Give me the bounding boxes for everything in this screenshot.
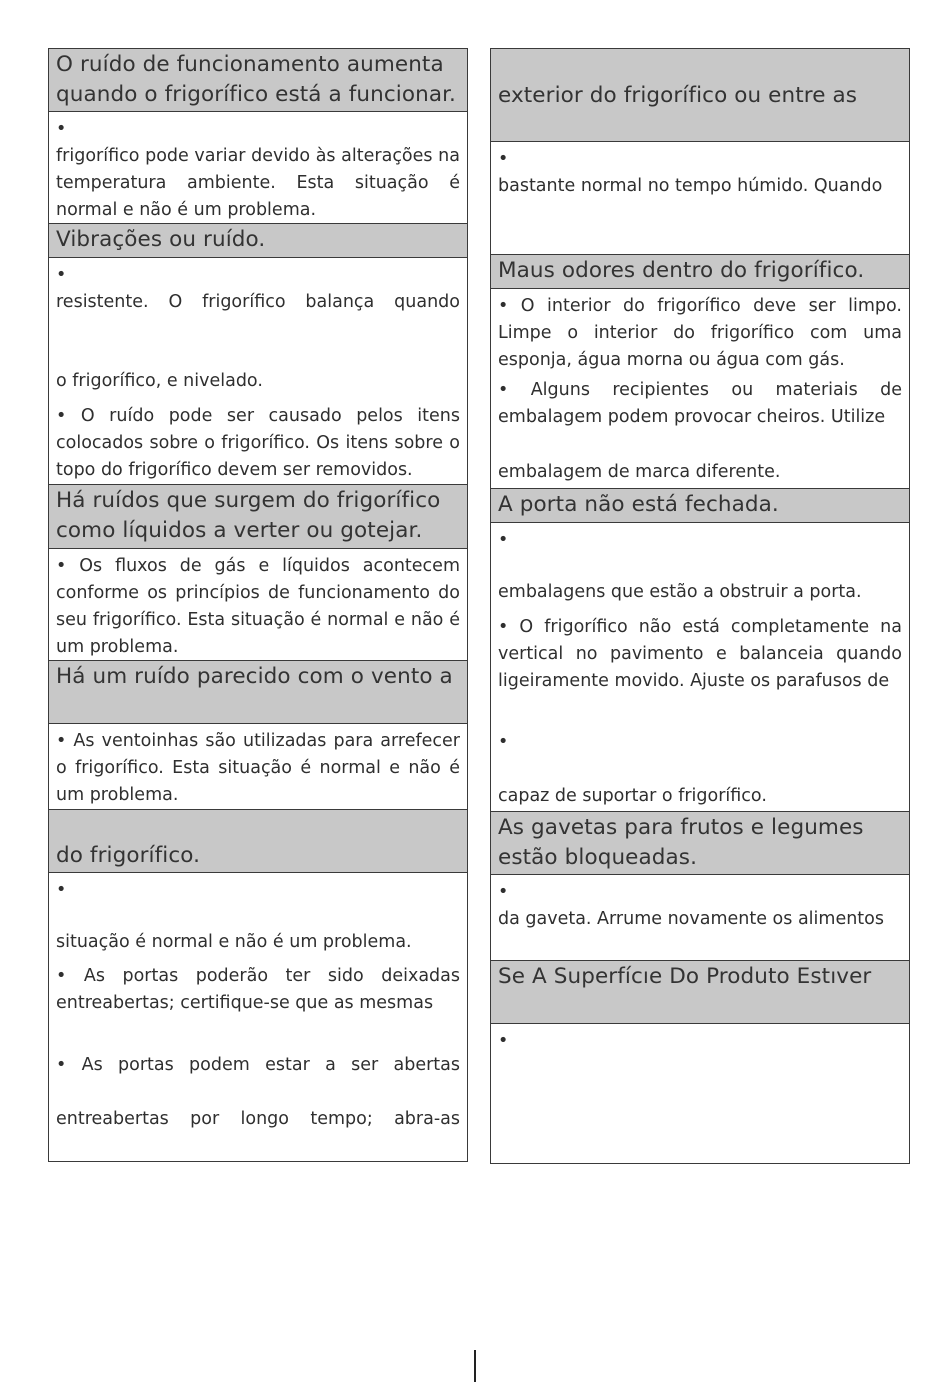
heading-door-not-closed (491, 489, 909, 523)
answer-text: bastante normal no tempo húmido. Quando (498, 176, 883, 196)
heading-line: Há um ruído parecido com o vento a (56, 664, 453, 689)
answer-wind-noise (49, 724, 467, 810)
answer-text: frigorífico pode variar devido às alterações na temperatura ambiente. Esta situação é normal e não é um problema. (56, 146, 460, 220)
answer-condensation-inside (49, 873, 467, 1162)
answer-condensation-outside (491, 142, 909, 255)
bullet: • (498, 732, 509, 752)
answer-text: o frigorífico, e nivelado. (56, 371, 263, 391)
bullet: • (498, 1031, 509, 1051)
heading-condensation-inside (49, 810, 467, 873)
answer-text: embalagens que estão a obstruir a porta. (498, 582, 862, 602)
heading-line: quando o frigorífico está a funcionar. (56, 82, 456, 107)
answer-text: • O ruído pode ser causado pelos itens colocados sobre o frigorífico. Os itens sobre o topo do frigorífico devem ser removidos. (56, 406, 460, 480)
answer-text: • Alguns recipientes ou materiais de embalagem podem provocar cheiros. Utilize (498, 380, 902, 427)
bullet: • (56, 880, 67, 900)
heading-line: Há ruídos que surgem do frigorífico (56, 488, 441, 513)
heading-crisper-drawers-stuck (491, 812, 909, 875)
heading-noise-increases (49, 49, 467, 112)
right-troubleshooting-column (490, 48, 910, 1164)
bullet: • (56, 265, 67, 285)
heading-line: Se A Superfícıe Do Produto Estıver (498, 964, 872, 989)
answer-door-not-closed (491, 523, 909, 812)
answer-noise-increases (49, 112, 467, 224)
heading-line: O ruído de funcionamento aumenta (56, 52, 444, 77)
heading-line: estão bloqueadas. (498, 845, 698, 870)
heading-line: Vibrações ou ruído. (56, 227, 266, 252)
heading-line: exterior do frigorífico ou entre as (498, 83, 858, 108)
answer-text: • As portas podem estar a ser abertas (56, 1055, 460, 1075)
bullet: • (498, 882, 509, 902)
heading-line: do frigorífico. (56, 843, 201, 868)
heading-line: A porta não está fechada. (498, 492, 779, 517)
answer-text: • Os fluxos de gás e líquidos acontecem conforme os princípios de funcionamento do seu frigorífico. Esta situação é normal e não é um problema. (56, 556, 460, 657)
heading-line: Maus odores dentro do frigorífico. (498, 258, 865, 283)
answer-text: • O frigorífico não está completamente na vertical no pavimento e balanceia quando ligeiramente movido. Ajuste os parafusos de (498, 617, 902, 691)
heading-condensation-outside (491, 49, 909, 142)
answer-text: capaz de suportar o frigorífico. (498, 786, 767, 806)
answer-vibrations (49, 258, 467, 485)
heading-product-surface (491, 961, 909, 1024)
bullet: • (498, 530, 509, 550)
answer-text: • O interior do frigorífico deve ser limpo. Limpe o interior do frigorífico com uma esponja, água morna ou água com gás. (498, 296, 902, 370)
answer-product-surface (491, 1024, 909, 1164)
bullet: • (56, 119, 67, 139)
answer-bad-odors (491, 289, 909, 489)
page-divider-mark (474, 1350, 476, 1382)
answer-crisper-drawers-stuck (491, 875, 909, 961)
answer-text: • As portas poderão ter sido deixadas entreabertas; certifique-se que as mesmas (56, 966, 460, 1013)
bullet: • (498, 149, 509, 169)
heading-liquid-noises (49, 485, 467, 549)
answer-text: entreabertas por longo tempo; abra-as (56, 1109, 460, 1129)
heading-line: As gavetas para frutos e legumes (498, 815, 864, 840)
answer-liquid-noises (49, 549, 467, 661)
answer-text: resistente. O frigorífico balança quando (56, 292, 460, 312)
heading-bad-odors (491, 255, 909, 289)
answer-text: situação é normal e não é um problema. (56, 932, 412, 952)
answer-text: embalagem de marca diferente. (498, 462, 781, 482)
answer-text: da gaveta. Arrume novamente os alimentos (498, 909, 884, 929)
heading-vibrations (49, 224, 467, 258)
heading-wind-noise (49, 661, 467, 724)
heading-line: como líquidos a verter ou gotejar. (56, 518, 423, 543)
left-troubleshooting-column (48, 48, 468, 1162)
answer-text: • As ventoinhas são utilizadas para arrefecer o frigorífico. Esta situação é normal e não é um problema. (56, 731, 460, 805)
